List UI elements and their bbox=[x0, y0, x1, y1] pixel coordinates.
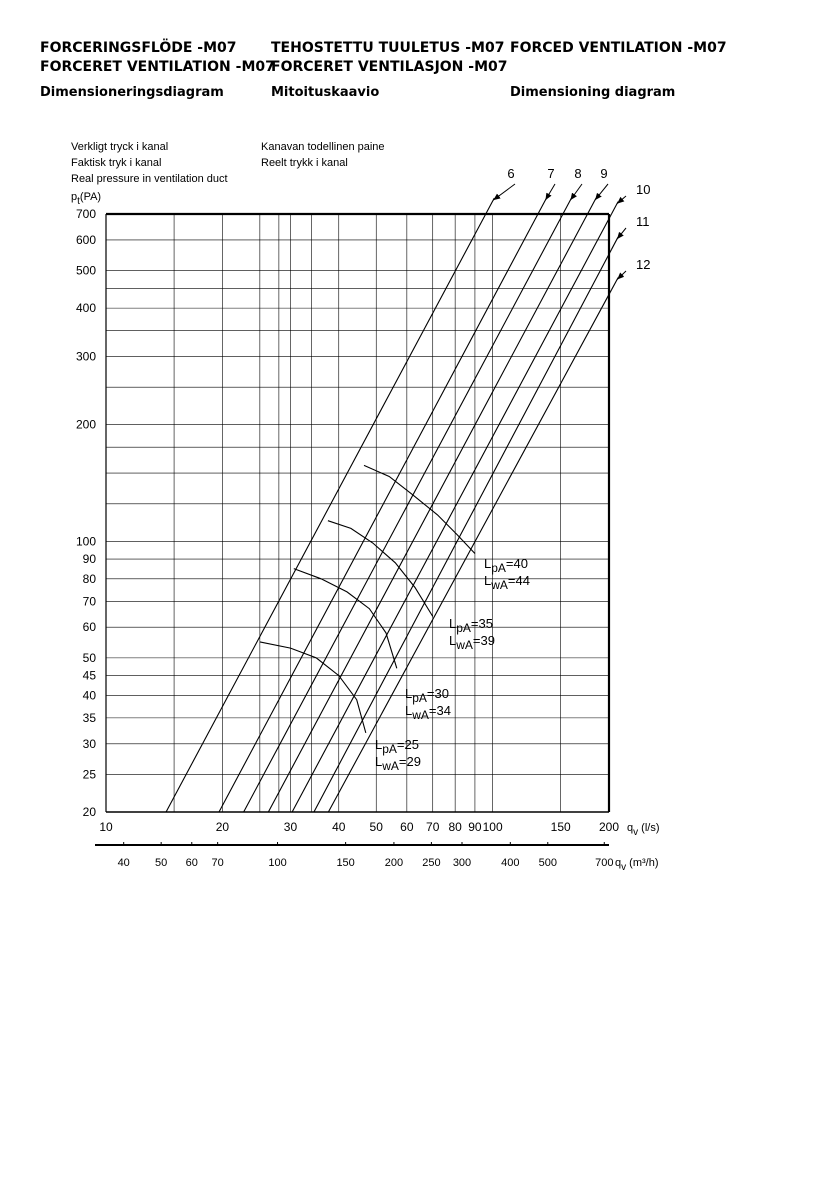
duct-label-11: 11 bbox=[636, 214, 650, 229]
ylabel-line: Faktisk tryk i kanal bbox=[71, 157, 162, 169]
x-tick-label: 150 bbox=[550, 820, 571, 834]
sound-curve bbox=[294, 569, 397, 669]
duct-leader bbox=[493, 184, 515, 200]
ylabel-line: Kanavan todellinen paine bbox=[261, 141, 385, 153]
sound-curve bbox=[260, 642, 366, 733]
duct-label-6: 6 bbox=[507, 166, 515, 181]
x-axis-title: qv (l/s) bbox=[627, 822, 660, 838]
x-tick-label: 200 bbox=[598, 820, 620, 834]
y-tick-label: 80 bbox=[82, 571, 96, 586]
y-tick-label: 20 bbox=[82, 805, 96, 819]
duct-leader bbox=[570, 184, 582, 200]
duct-leader bbox=[617, 196, 626, 204]
sound-label-lp: LpA=40 bbox=[484, 556, 528, 575]
y-tick-label: 500 bbox=[75, 263, 96, 278]
ylabel-unit: pt(PA) bbox=[71, 191, 102, 207]
duct-leader bbox=[617, 271, 626, 280]
x-tick-label: 20 bbox=[215, 820, 230, 834]
grid bbox=[106, 214, 609, 812]
y-tick-label: 40 bbox=[82, 688, 96, 703]
y-tick-label: 400 bbox=[75, 301, 96, 316]
sound-label-lw: LwA=39 bbox=[449, 633, 495, 652]
x-tick-label: 70 bbox=[426, 820, 440, 834]
x-tick-label: 10 bbox=[99, 820, 113, 834]
y-tick-label: 70 bbox=[82, 594, 96, 609]
duct-leader bbox=[617, 228, 626, 239]
subtitle: Dimensioneringsdiagram bbox=[40, 85, 224, 100]
x2-tick-label: 70 bbox=[211, 857, 224, 869]
duct-line-ext bbox=[538, 198, 546, 214]
duct-line-ext bbox=[486, 198, 494, 214]
x-tick-label: 40 bbox=[332, 820, 346, 834]
duct-line-6 bbox=[166, 214, 486, 812]
x2-tick-label: 60 bbox=[185, 857, 198, 869]
x2-axis-title: qv (m³/h) bbox=[615, 857, 659, 873]
x2-tick-label: 100 bbox=[268, 857, 287, 869]
y-tick-label: 100 bbox=[75, 534, 96, 549]
x2-tick-label: 500 bbox=[538, 857, 557, 869]
title-line-2: FORCERET VENTILATION -M07 bbox=[40, 59, 275, 75]
ylabel-line: Real pressure in ventilation duct bbox=[71, 173, 228, 185]
title-line-1: TEHOSTETTU TUULETUS -M07 bbox=[271, 40, 505, 56]
x2-tick-label: 150 bbox=[336, 857, 355, 869]
duct-leader bbox=[545, 184, 555, 200]
y-tick-label: 45 bbox=[82, 668, 96, 683]
x-tick-label: 60 bbox=[400, 820, 414, 834]
y-tick-label: 700 bbox=[75, 207, 96, 221]
x-tick-label: 100 bbox=[482, 820, 503, 834]
x2-tick-label: 50 bbox=[155, 857, 168, 869]
x2-tick-label: 400 bbox=[501, 857, 520, 869]
duct-label-8: 8 bbox=[574, 166, 582, 181]
duct-line-9 bbox=[268, 214, 587, 812]
x-tick-label: 30 bbox=[283, 820, 298, 834]
title-line-1: FORCERINGSFLÖDE -M07 bbox=[40, 40, 237, 56]
duct-line-8 bbox=[244, 214, 563, 812]
duct-label-9: 9 bbox=[600, 166, 608, 181]
duct-line-ext bbox=[588, 198, 596, 214]
x2-tick-label: 40 bbox=[117, 857, 130, 869]
sound-label-lw: LwA=34 bbox=[405, 703, 451, 722]
x2-tick-label: 200 bbox=[384, 857, 404, 869]
x2-tick-label: 300 bbox=[452, 857, 472, 869]
x2-tick-label: 700 bbox=[595, 857, 614, 869]
duct-line-11 bbox=[314, 249, 612, 812]
duct-line-ext bbox=[563, 198, 571, 214]
duct-line-12 bbox=[328, 290, 611, 812]
ylabel-line: Verkligt tryck i kanal bbox=[71, 141, 169, 153]
duct-leader bbox=[595, 184, 608, 200]
y-tick-label: 35 bbox=[82, 710, 96, 725]
sound-label-lp: LpA=25 bbox=[375, 737, 419, 756]
sound-label-lp: LpA=35 bbox=[449, 616, 493, 635]
y-tick-label: 60 bbox=[82, 620, 96, 635]
x2-tick-label: 250 bbox=[422, 857, 441, 869]
sound-label-lw: LwA=29 bbox=[375, 754, 421, 773]
y-tick-label: 90 bbox=[82, 552, 96, 567]
title-line-1: FORCED VENTILATION -M07 bbox=[510, 40, 727, 56]
x-tick-label: 90 bbox=[468, 820, 482, 834]
y-tick-label: 300 bbox=[75, 349, 96, 364]
ylabel-line: Reelt trykk i kanal bbox=[261, 157, 348, 169]
title-line-2: FORCERET VENTILASJON -M07 bbox=[271, 59, 508, 75]
x-tick-label: 50 bbox=[369, 820, 383, 834]
y-tick-label: 600 bbox=[75, 232, 96, 247]
duct-label-10: 10 bbox=[636, 182, 651, 197]
duct-line-10 bbox=[292, 214, 611, 812]
duct-label-7: 7 bbox=[547, 166, 555, 181]
y-tick-label: 200 bbox=[75, 417, 96, 432]
y-tick-label: 30 bbox=[82, 736, 96, 751]
sound-label-lp: LpA=30 bbox=[405, 686, 449, 705]
sound-label-lw: LwA=44 bbox=[484, 573, 530, 592]
duct-label-12: 12 bbox=[636, 257, 651, 272]
y-tick-label: 25 bbox=[82, 767, 96, 782]
y-tick-label: 50 bbox=[82, 650, 96, 665]
subtitle: Mitoituskaavio bbox=[271, 85, 380, 100]
x-tick-label: 80 bbox=[448, 820, 462, 834]
subtitle: Dimensioning diagram bbox=[510, 85, 676, 100]
